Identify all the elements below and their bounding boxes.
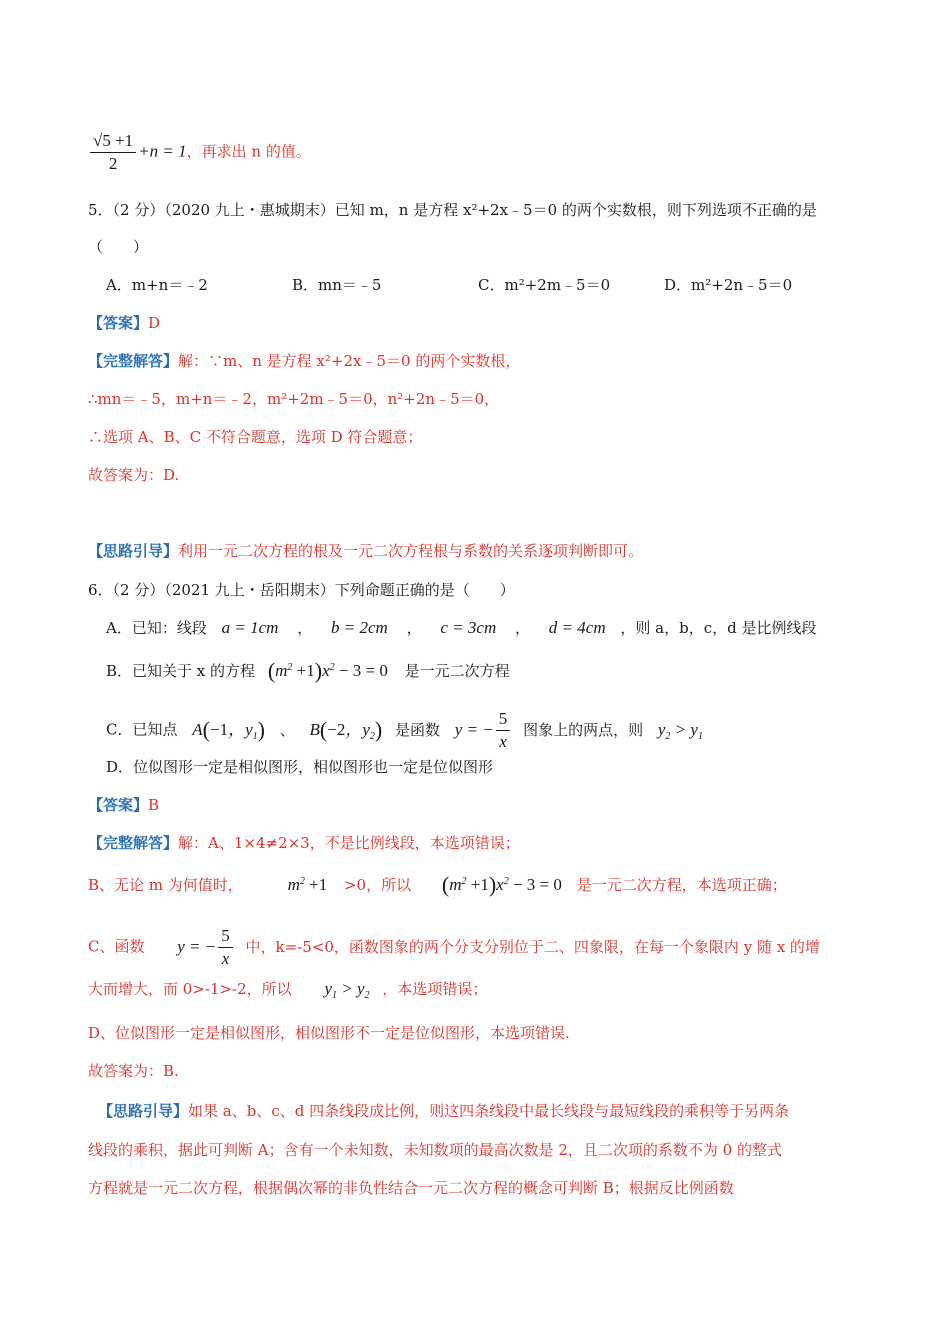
- q5-blank: （ ）: [88, 238, 149, 256]
- q6-hint-line-1: [98, 1100, 789, 1122]
- q6-stem: 6．（2 分）（2021 九上・岳阳期末）下列命题正确的是（ ）: [88, 581, 515, 599]
- fraction-denominator: 2: [108, 154, 118, 173]
- option-c-suffix: 图象上的两点，则: [523, 720, 644, 739]
- option-b-suffix: 是一元二次方程: [404, 662, 510, 680]
- segment-a: a = 1cm: [221, 618, 279, 637]
- solution-c2-prefix: 大而增大，而 0>-1>-2，所以: [88, 980, 292, 998]
- comma: ，: [297, 619, 313, 637]
- q5-solution-line-4: 故答案为：D.: [88, 466, 180, 484]
- q6-hint-line-2: 线段的乘积，据此可判断 A；含有一个未知数，未知数项的最高次数是 2，且二次项的系数不为 0 的整式: [88, 1141, 782, 1159]
- solution-c2-suffix: ，本选项错误；: [382, 980, 488, 998]
- q5-solution-line-1: [88, 350, 520, 372]
- q6-answer: B: [148, 796, 160, 814]
- q5-option-a: A．m+n＝﹣2: [106, 276, 208, 294]
- q6-option-d: D．位似图形一定是相似图形，相似图形也一定是位似图形: [106, 758, 494, 776]
- hint-tag: 【思路引导】: [98, 1102, 189, 1120]
- q5-solution-line-3: ∴选项 A、B、C 不符合题意，选项 D 符合题意；: [88, 428, 423, 446]
- q6-hint: 如果 a、b、c、d 四条线段成比例，则这四条线段中最长线段与最短线段的乘积等于另两条: [188, 1102, 790, 1120]
- q6-option-a: [106, 617, 816, 639]
- segment-d: d = 4cm: [548, 618, 606, 637]
- solution-b-mid: >0，所以: [343, 876, 412, 894]
- m-squared-plus-1: $m^2 +1$: [287, 875, 328, 894]
- q6-solution-line-2: [88, 874, 787, 896]
- solution-b-prefix: B、无论 m 为何值时，: [88, 876, 243, 894]
- q6-option-b: [106, 660, 510, 682]
- fraction-5-over-x: $\frac{5}{x}$: [218, 925, 233, 970]
- function-y: y = −: [454, 719, 494, 739]
- inequality-y2-gt-y1: $y_2 > y_1$: [657, 719, 703, 742]
- point-a: A(−1，$y_1$): [192, 716, 265, 742]
- q5-option-c: C．m²+2m﹣5＝0: [478, 276, 611, 294]
- answer-tag: 【答案】: [88, 314, 149, 332]
- segment-b: b = 2cm: [331, 618, 388, 637]
- answer-tag: 【答案】: [88, 796, 149, 814]
- solution-b-suffix: 是一元二次方程，本选项正确；: [576, 876, 787, 894]
- point-b: B(−2，$y_2$): [309, 716, 383, 742]
- q6-solution-line-6: 故答案为：B.: [88, 1062, 179, 1080]
- q6-solution-line-4: [88, 978, 487, 1000]
- hint-tag: 【思路引导】: [88, 542, 179, 560]
- q6-solution-line-1: [88, 832, 520, 854]
- fraction: [90, 130, 136, 175]
- q5-hint-line: [88, 540, 643, 562]
- equation-b-solution: $(m^2 +1)x^2 - 3 = 0$: [441, 872, 562, 897]
- header-formula-line: [88, 130, 311, 175]
- q5-option-b: B．mn＝﹣5: [292, 276, 382, 294]
- fraction-numerator: √5 +1: [90, 130, 136, 153]
- q6-solution-line-3: [88, 925, 820, 970]
- comma: ，: [406, 619, 422, 637]
- q6-option-c: [106, 708, 703, 753]
- separator: 、: [279, 720, 295, 739]
- q6-solution-line-5: D、位似图形一定是相似图形，相似图形不一定是位似图形，本选项错误.: [88, 1024, 570, 1042]
- comma: ，: [515, 619, 531, 637]
- solution-tag: 【完整解答】: [88, 352, 179, 370]
- segment-c: c = 3cm: [440, 618, 497, 637]
- solution-text: 解：∵m、n 是方程 x²+2x﹣5＝0 的两个实数根，: [178, 352, 521, 370]
- fraction-5-over-x: $\frac{5}{x}$: [496, 708, 511, 753]
- inequality-y1-gt-y2: $y_1 > y_2$: [324, 979, 370, 1001]
- q5-solution-line-2: ∴mn＝﹣5，m+n＝﹣2，m²+2m﹣5＝0，n²+2n﹣5＝0，: [88, 390, 500, 408]
- q5-answer: D: [148, 314, 161, 332]
- q5-option-d: D．m²+2n﹣5＝0: [664, 276, 793, 294]
- option-c-prefix: C．已知点: [106, 720, 178, 739]
- q6-hint-line-3: 方程就是一元二次方程，根据偶次幂的非负性结合一元二次方程的概念可判断 B；根据反比例函数: [88, 1179, 734, 1197]
- q5-answer-line: [88, 312, 160, 334]
- solution-c-prefix: C、函数: [88, 937, 145, 956]
- option-a-prefix: A．已知：线段: [106, 619, 207, 637]
- q6-answer-line: [88, 794, 159, 816]
- solution-c-suffix: 中，k=-5<0，函数图象的两个分支分别位于二、四象限，在每一个象限内 y 随 x 的增: [245, 937, 820, 956]
- function-y-solution: y = −: [177, 936, 217, 956]
- header-continuation: ，再求出 n 的值。: [186, 142, 311, 161]
- option-b-prefix: B．已知关于 x 的方程: [106, 662, 256, 680]
- option-c-mid: 是函数: [395, 720, 441, 739]
- solution-text: 解：A、1×4≠2×3，不是比例线段，本选项错误；: [178, 834, 520, 852]
- solution-tag: 【完整解答】: [88, 834, 179, 852]
- equation-b: $(m^2 +1)x^2 - 3 = 0$: [267, 658, 388, 683]
- equation-rest: +n = 1: [138, 141, 187, 161]
- option-a-suffix: ，则 a，b，c，d 是比例线段: [620, 619, 817, 637]
- q5-hint: 利用一元二次方程的根及一元二次方程根与系数的关系逐项判断即可。: [178, 542, 644, 560]
- q5-stem: 5．（2 分）（2020 九上・惠城期末）已知 m，n 是方程 x²+2x﹣5＝0 的两个实数根，则下列选项不正确的是: [88, 201, 817, 219]
